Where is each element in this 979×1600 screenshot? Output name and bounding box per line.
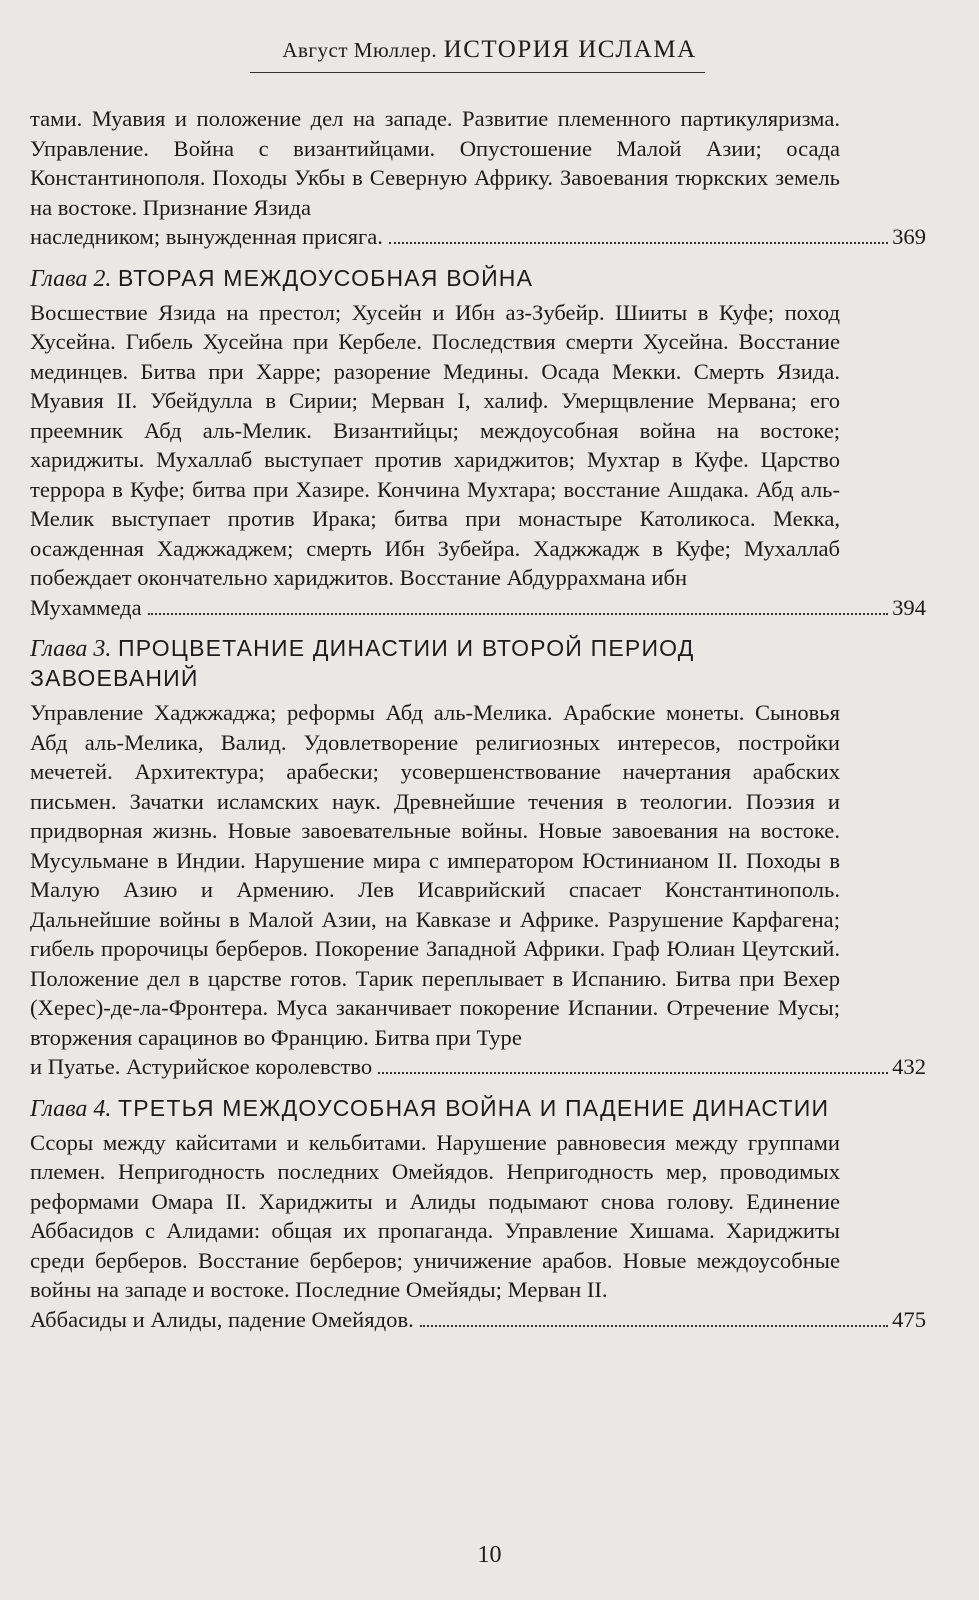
dot-leader [148,613,888,615]
header-rule [250,72,705,73]
entry-last-line [30,222,926,252]
entry-last-line-text: Мухаммеда [30,594,142,620]
dot-leader [389,242,888,244]
header-author: Август Мюллер. [282,38,438,62]
entry-last-line [30,1305,926,1335]
chapter-title: ВТОРАЯ МЕЖДОУСОБНАЯ ВОЙНА [118,264,534,291]
chapter-title: ТРЕТЬЯ МЕЖДОУСОБНАЯ ВОЙНА И ПАДЕНИЕ ДИНАСТИИ [118,1094,830,1121]
chapter-title: ПРОЦВЕТАНИЕ ДИНАСТИИ И ВТОРОЙ ПЕРИОД ЗАВОЕВАНИЙ [30,635,695,691]
entry-last-line-text: Аббасиды и Алиды, падение Омейядов. [30,1306,414,1332]
entry-last-line-text: наследником; вынужденная присяга. [30,224,383,249]
entry-page-number: 475 [892,1306,926,1332]
entry-last-line-text: и Пуатье. Астурийское королевство [30,1054,373,1079]
header-title: ИСТОРИЯ ИСЛАМА [443,36,697,63]
running-header [0,36,979,64]
entry-description: Управление Хаджжаджа; реформы Абд аль-Мелика. Арабские монеты. Сыновья Абд аль-Мелика, Валид. Удовлетворение религиозных интересов, постройки мечетей. Архитектура; арабески; усовершенствование начертания арабских письмен. Зачатки исламских наук. Древнейшие течения в теологии. Поэзия и придворная жизнь. Новые завоевательные войны. Новые завоевания на востоке. Мусульмане в Индии. Нарушение мира с императором Юстинианом II. Походы в Малую Азию и Армению. Лев Исаврийский спасает Константинополь. Дальнейшие войны в Малой Азии, на Кавказе и Африке. Разрушение Карфагена; гибель пророчицы берберов. Покорение Западной Африки. Граф Юлиан Цеутский. Положение дел в царстве готов. Тарик переплывает в Испанию. Битва при Вехер (Херес)-де-ла-Фронтера. Муса заканчивает покорение Испании. Отречение Мусы; вторжения сарацинов во Францию. Битва при Туре [30,700,840,1050]
chapter-label: Глава 4. [30,1095,112,1122]
entry-description: Ссоры между кайситами и кельбитами. Нарушение равновесия между группами племен. Непригодность последних Омейядов. Непригодность мер, проводимых реформами Омара II. Хариджиты и Алиды подымают снова голову. Единение Аббасидов с Алидами: общая их пропаганда. Управление Хишама. Хариджиты среди берберов. Восстание берберов; уничижение арабов. Новые междоусобные войны на западе и востоке. Последние Омейяды; Мерван II. [30,1129,840,1302]
table-of-contents [30,104,926,1346]
chapter-label: Глава 2. [30,265,112,292]
entry-last-line [30,593,926,623]
entry-last-line [30,1052,926,1082]
chapter-label: Глава 3. [30,636,112,662]
entry-description: Восшествие Язида на престол; Хусейн и Ибн аз-Зубейр. Шииты в Куфе; поход Хусейна. Гибель Хусейна при Кербеле. Последствия смерти Хусейна. Восстание мединцев. Битва при Харре; разорение Медины. Осада Мекки. Смерть Язида. Муавия II. Убейдулла в Сирии; Мерван I, халиф. Умерщвление Мервана; его преемник Абд аль-Мелик. Византийцы; междоусобная война на востоке; хариджиты. Мухаллаб выступает против хариджитов; Мухтар в Куфе. Царство террора в Куфе; битва при Хазире. Кончина Мухтара; восстание Ашдака. Абд аль-Мелик выступает против Ирака; битва при монастыре Католикоса. Мекка, осажденная Хаджжаджем; смерть Ибн Зубейра. Хаджжадж в Куфе; Мухаллаб побеждает окончательно хариджитов. Восстание Абдуррахмана ибн [30,299,840,590]
toc-entry-chapter-3 [30,634,926,1082]
chapter-heading [30,634,840,694]
chapter-heading [30,1094,840,1124]
entry-page-number: 369 [892,224,926,249]
toc-entry-continuation [30,104,926,252]
toc-entry-chapter-4 [30,1094,926,1335]
toc-entry-chapter-2 [30,264,926,623]
chapter-heading [30,264,840,294]
page-number: 10 [477,1542,502,1568]
entry-description: тами. Муавия и положение дел на западе. Развитие племенного партикуляризма. Управление. Война с византийцами. Опустошение Малой Азии; осада Константинополя. Походы Укбы в Северную Африку. Завоевания тюркских земель на востоке. Признание Язида [30,106,840,220]
dot-leader [420,1325,888,1327]
dot-leader [378,1072,888,1074]
entry-page-number: 394 [892,594,926,620]
entry-page-number: 432 [892,1054,926,1079]
